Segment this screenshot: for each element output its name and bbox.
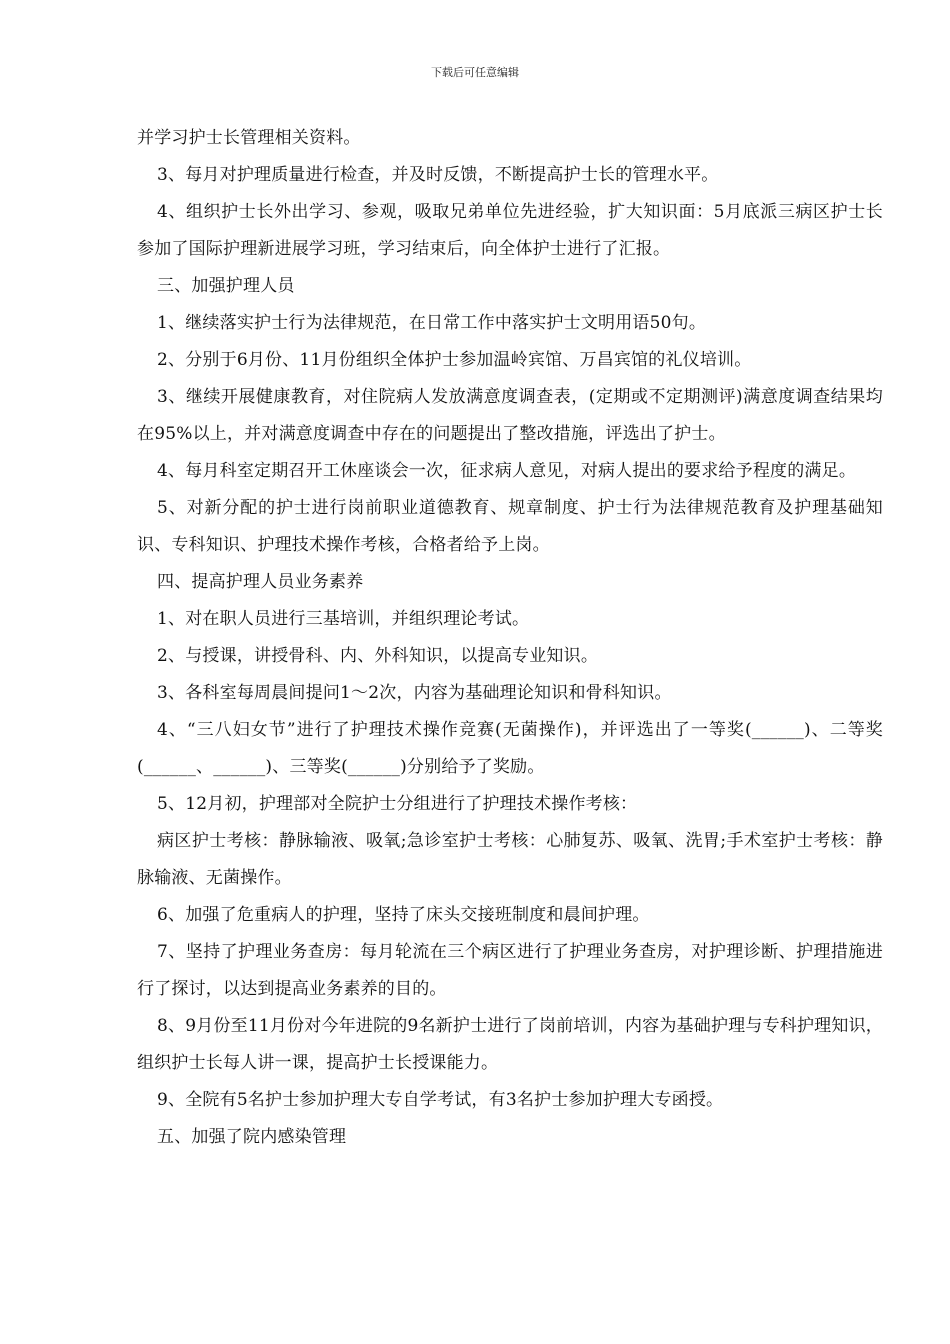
paragraph: 3、继续开展健康教育，对住院病人发放满意度调查表，(定期或不定期测评)满意度调查结果均在95%以上，并对满意度调查中存在的问题提出了整改措施，评选出了护士。 bbox=[137, 387, 883, 444]
paragraph: 1、对在职人员进行三基培训，并组织理论考试。 bbox=[157, 609, 530, 629]
paragraph: 4、每月科室定期召开工休座谈会一次，征求病人意见，对病人提出的要求给予程度的满足。 bbox=[157, 461, 857, 481]
paragraph: 4、组织护士长外出学习、参观，吸取兄弟单位先进经验，扩大知识面：5月底派三病区护士长参加了国际护理新进展学习班，学习结束后，向全体护士进行了汇报。 bbox=[137, 202, 883, 259]
paragraph: 3、每月对护理质量进行检查，并及时反馈，不断提高护士长的管理水平。 bbox=[157, 165, 719, 185]
paragraph: 4、“三八妇女节”进行了护理技术操作竞赛(无菌操作)，并评选出了一等奖(______)、二等奖(______、______)、三等奖(______)分别给予了奖励。 bbox=[137, 720, 883, 777]
paragraph: 1、继续落实护士行为法律规范，在日常工作中落实护士文明用语50句。 bbox=[157, 313, 707, 333]
paragraph: 8、9月份至11月份对今年进院的9名新护士进行了岗前培训，内容为基础护理与专科护理知识，组织护士长每人讲一课，提高护士长授课能力。 bbox=[137, 1016, 883, 1073]
paragraph: 并学习护士长管理相关资料。 bbox=[137, 128, 361, 148]
paragraph: 6、加强了危重病人的护理，坚持了床头交接班制度和晨间护理。 bbox=[157, 905, 650, 925]
paragraph: 7、坚持了护理业务查房：每月轮流在三个病区进行了护理业务查房，对护理诊断、护理措施进行了探讨，以达到提高业务素养的目的。 bbox=[137, 942, 883, 999]
paragraph: 9、全院有5名护士参加护理大专自学考试，有3名护士参加护理大专函授。 bbox=[157, 1090, 724, 1110]
section-heading: 四、提高护理人员业务素养 bbox=[157, 572, 364, 592]
document-body bbox=[137, 120, 883, 1156]
section-heading: 三、加强护理人员 bbox=[157, 276, 295, 296]
paragraph: 2、分别于6月份、11月份组织全体护士参加温岭宾馆、万昌宾馆的礼仪培训。 bbox=[157, 350, 752, 370]
page-header: 下载后可任意编辑 bbox=[431, 66, 519, 79]
paragraph: 5、12月初，护理部对全院护士分组进行了护理技术操作考核： bbox=[157, 794, 638, 814]
section-heading: 五、加强了院内感染管理 bbox=[157, 1127, 347, 1147]
paragraph: 病区护士考核：静脉输液、吸氧;急诊室护士考核：心肺复苏、吸氧、洗胃;手术室护士考核：静脉输液、无菌操作。 bbox=[137, 831, 883, 888]
paragraph: 5、对新分配的护士进行岗前职业道德教育、规章制度、护士行为法律规范教育及护理基础知识、专科知识、护理技术操作考核，合格者给予上岗。 bbox=[137, 498, 883, 555]
paragraph: 2、与授课，讲授骨科、内、外科知识，以提高专业知识。 bbox=[157, 646, 599, 666]
paragraph: 3、各科室每周晨间提问1～2次，内容为基础理论知识和骨科知识。 bbox=[157, 683, 672, 703]
